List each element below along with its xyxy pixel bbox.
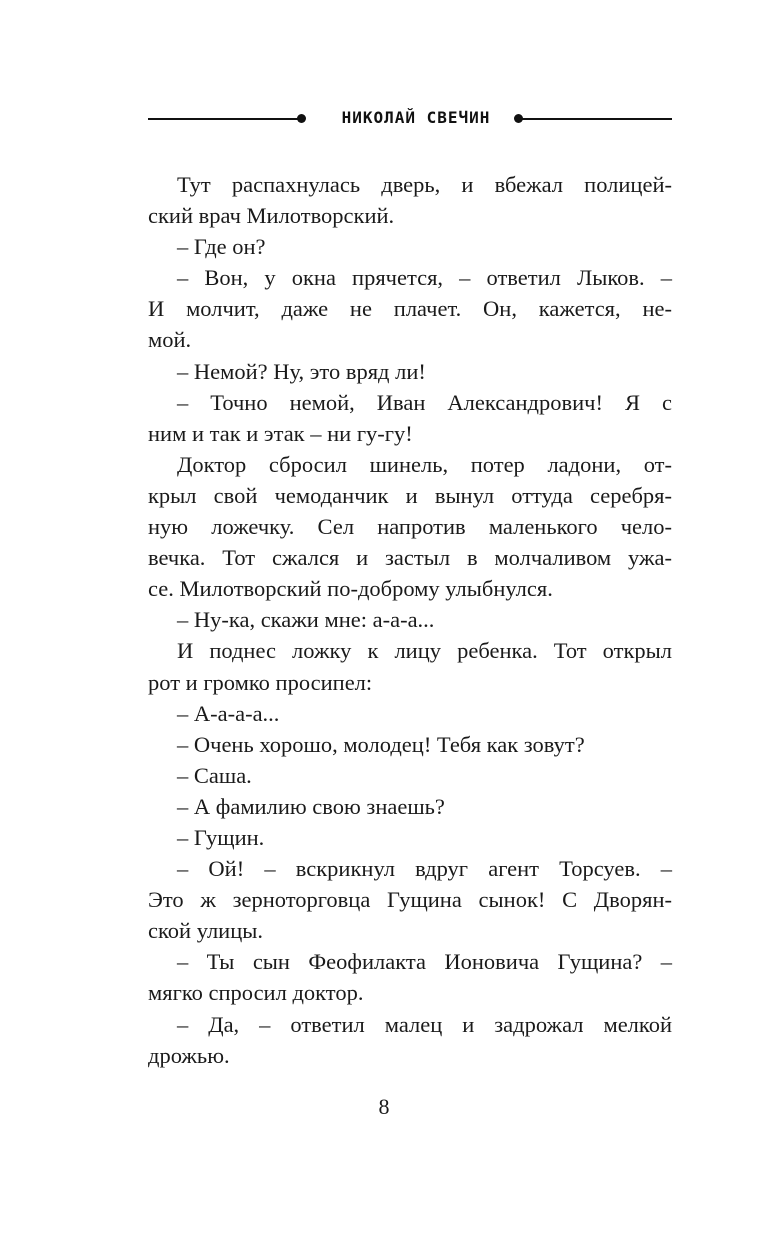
text-line: крыл свой чемоданчик и вынул оттуда серебря- [148,482,672,508]
text-line: – Ну-ка, скажи мне: а-а-а... [177,607,435,633]
text-line: Это ж зерноторговца Гущина сынок! С Дворян- [148,887,672,913]
text-line: ним и так и этак – ни гу-гу! [148,420,413,446]
text-line: – А фамилию свою знаешь? [177,793,445,819]
text-line: рот и громко просипел: [148,669,373,695]
text-line: ский врач Милотворский. [148,203,395,229]
text-line: ской улицы. [148,918,264,944]
text-line: се. Милотворский по-доброму улыбнулся. [148,576,553,602]
text-line: дрожью. [148,1042,230,1068]
text-line: – Да, – ответил малец и задрожал мелкой [177,1011,672,1037]
text-line: – Ты сын Феофилакта Ионовича Гущина? – [177,949,672,975]
text-line: Тут распахнулась дверь, и вбежал полицей- [177,172,672,197]
text-line: мягко спросил доктор. [148,980,364,1006]
text-line: вечка. Тот сжался и застыл в молчаливом ужа- [148,545,672,571]
running-header [148,102,672,132]
text-line: – Точно немой, Иван Александрович! Я с [177,389,672,415]
text-line: Доктор сбросил шинель, потер ладони, от- [177,451,672,477]
text-line: – Вон, у окна прячется, – ответил Лыков. – [177,265,672,291]
header-rule-left [148,118,299,120]
text-line: – Где он? [177,234,266,260]
header-rule-right [520,118,672,120]
text-line: – Немой? Ну, это вряд ли! [177,358,426,384]
text-line: – Ой! – вскрикнул вдруг агент Торсуев. – [177,856,672,882]
text-line: – Саша. [177,762,252,788]
text-line: – Очень хорошо, молодец! Тебя как зовут? [177,731,585,757]
text-line: – А-а-а-а... [177,700,280,726]
body-text [148,169,672,1071]
text-line: ную ложечку. Сел напротив маленького чело- [148,514,672,540]
text-line: И молчит, даже не плачет. Он, кажется, не- [148,296,672,322]
page-number: 8 [378,1094,390,1119]
header-bullet-left [297,114,306,123]
text-line: мой. [148,327,192,353]
text-line: И поднес ложку к лицу ребенка. Тот открыл [177,638,672,664]
running-head-author: НИКОЛАЙ СВЕЧИН [341,108,491,127]
text-line: – Гущин. [177,824,265,850]
